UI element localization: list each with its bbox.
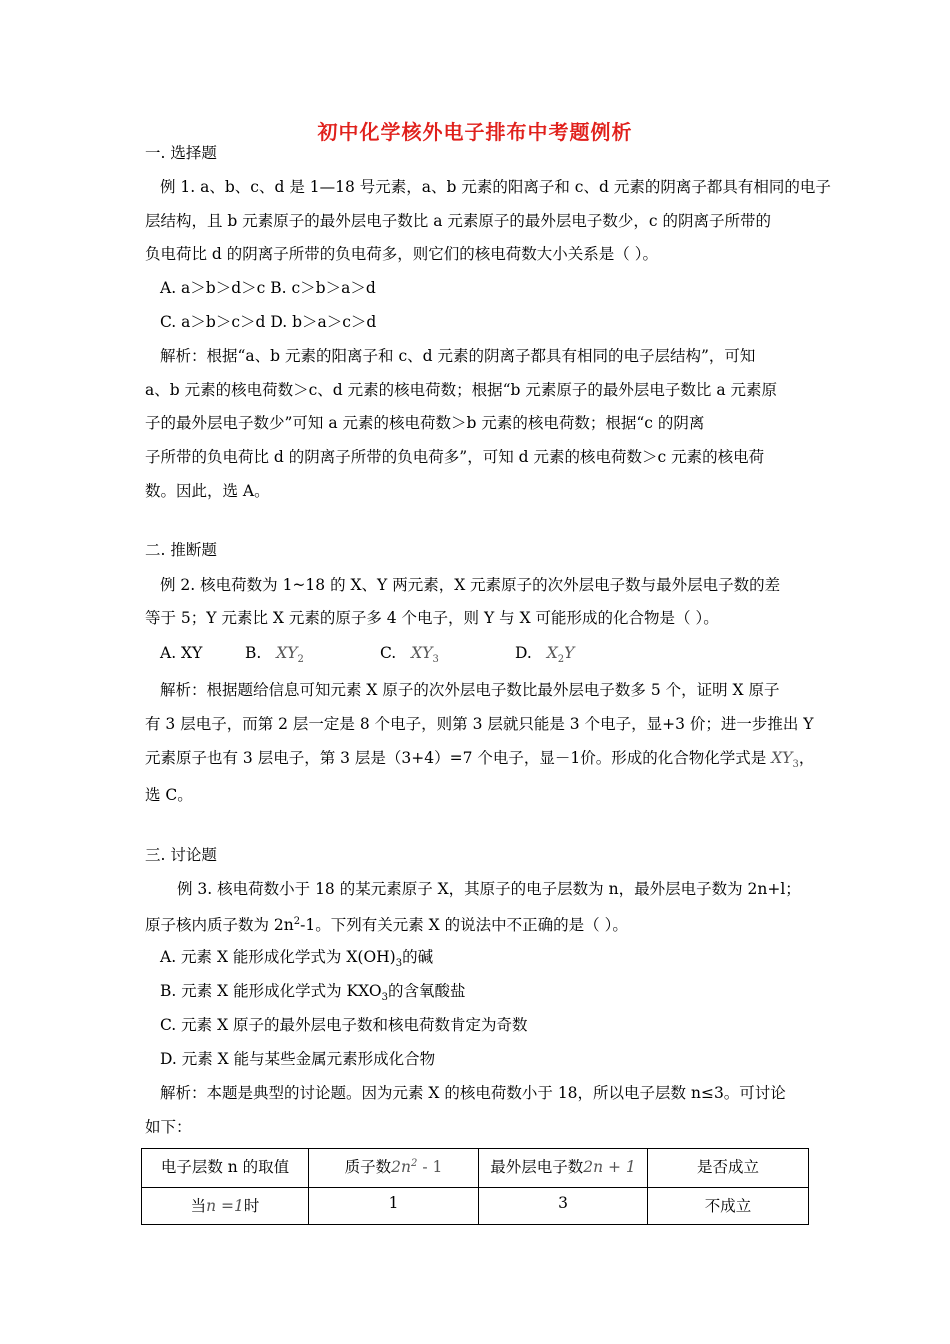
- header-protons-formula-base: 2n: [391, 1158, 412, 1176]
- page-title: 初中化学核外电子排布中考题例析: [317, 120, 633, 144]
- formula-x2y-x: X: [546, 644, 558, 662]
- answer-2-line-3-text: 元素原子也有 3 层电子，第 3 层是（3+4）=7 个电子，显－1价。形成的化合物化学式是: [145, 749, 767, 767]
- header-protons-formula: [391, 1158, 442, 1176]
- answer-1-line-2: a、b 元素的核电荷数＞c、d 元素的核电荷数；根据“b 元素原子的最外层电子数比 a 元素原: [145, 381, 777, 399]
- question-2-option-b: [245, 644, 304, 665]
- table-header-valid: 是否成立: [648, 1149, 809, 1188]
- question-1-options-cd: C. a＞b＞c＞d D. b＞a＞c＞d: [160, 313, 377, 331]
- option-b-sub: 3: [381, 992, 388, 1004]
- header-protons-label: 质子数: [344, 1158, 392, 1176]
- formula-xy3-base: XY: [411, 644, 433, 662]
- table-row: [142, 1188, 809, 1225]
- question-2-option-a: A. XY: [160, 644, 203, 662]
- answer-1-line-4: 子所带的负电荷比 d 的阴离子所带的负电荷多”，可知 d 元素的核电荷数＞c 元素的核电荷: [145, 448, 765, 466]
- formula-xy2-base: XY: [276, 644, 298, 662]
- formula-xy3-answer: [771, 749, 799, 771]
- answer-1-line-1: 解析：根据“a、b 元素的阳离子和 c、d 元素的阴离子都具有相同的电子层结构”，可知: [160, 347, 756, 365]
- question-3-line-2-post: -1。下列有关元素 X 的说法中不正确的是（ ）。: [300, 916, 628, 935]
- table-header-protons: [309, 1149, 479, 1188]
- question-3-option-a: [160, 947, 810, 974]
- question-3-line-1: 例 3. 核电荷数小于 18 的某元素原子 X，其原子的电子层数为 n，最外层电子数为 2n+l；: [177, 880, 801, 898]
- formula-x2y: [546, 644, 575, 666]
- header-protons-formula-sup: 2: [411, 1157, 418, 1169]
- question-3-sup: 2: [293, 916, 301, 927]
- option-a-sub: 3: [395, 958, 403, 970]
- cell-n-formula: n =1: [206, 1197, 244, 1215]
- section-heading-3: 三. 讨论题: [145, 846, 217, 864]
- question-1-line-3: 负电荷比 d 的阴离子所带的负电荷多，则它们的核电荷数大小关系是（ ）。: [145, 245, 658, 263]
- option-c-label: C.: [380, 644, 397, 662]
- answer-2-line-4: 选 C。: [145, 786, 193, 804]
- table-header-row: [142, 1149, 809, 1188]
- question-3-line-2-pre: 原子核内质子数为 2n: [145, 916, 294, 935]
- answer-3-line-2: 如下：: [145, 1118, 192, 1136]
- answer-2-line-2: 有 3 层电子，而第 2 层一定是 8 个电子，则第 3 层就只能是 3 个电子，显+3 价；进一步推出 Y: [145, 715, 814, 733]
- formula-xy2-sub: 2: [297, 654, 304, 666]
- formula-x2y-y: Y: [564, 644, 575, 662]
- formula-xy3-sub: 3: [432, 654, 439, 666]
- section-heading-2: 二. 推断题: [145, 541, 217, 559]
- option-b-label: B.: [245, 644, 262, 662]
- header-outer-label: 最外层电子数: [490, 1158, 584, 1176]
- formula-xy3-answer-sub: 3: [792, 759, 799, 771]
- option-d-label: D.: [515, 644, 532, 662]
- question-2-option-c: [380, 644, 439, 665]
- answer-1-line-3: 子的最外层电子数少”可知 a 元素的核电荷数＞b 元素的核电荷数；根据“c 的阴离: [145, 414, 705, 432]
- option-a-end: 的碱: [402, 948, 434, 966]
- table-header-n: 电子层数 n 的取值: [142, 1149, 309, 1188]
- answer-1-line-5: 数。因此，选 A。: [145, 482, 270, 500]
- table-cell-protons: 1: [309, 1188, 479, 1225]
- table-cell-outer: 3: [479, 1188, 648, 1225]
- question-1-line-1: 例 1. a、b、c、d 是 1—18 号元素，a、b 元素的阳离子和 c、d 元素的阴离子都具有相同的电子: [160, 178, 831, 196]
- answer-2-line-1: 解析：根据题给信息可知元素 X 原子的次外层电子数比最外层电子数多 5 个，证明 X 原子: [160, 681, 780, 699]
- cell-n-post: 时: [243, 1197, 260, 1215]
- question-3-option-c: C. 元素 X 原子的最外层电子数和核电荷数肯定为奇数: [160, 1016, 528, 1034]
- formula-xy3-answer-base: XY: [771, 749, 793, 767]
- question-3-option-d: D. 元素 X 能与某些金属元素形成化合物: [160, 1050, 436, 1068]
- question-2-line-2: 等于 5；Y 元素比 X 元素的原子多 4 个电子，则 Y 与 X 可能形成的化合物是（ ）。: [145, 609, 719, 627]
- table-cell-n: [142, 1188, 309, 1225]
- question-3-line-2: [145, 912, 810, 935]
- question-2-line-1: 例 2. 核电荷数为 1~18 的 X、Y 两元素，X 元素原子的次外层电子数与最外层电子数的差: [160, 576, 781, 594]
- formula-x2y-sub: 2: [557, 654, 565, 666]
- answer-3-line-1: 解析：本题是典型的讨论题。因为元素 X 的核电荷数小于 18，所以电子层数 n≤3。可讨论: [160, 1084, 786, 1102]
- table-cell-valid: 不成立: [648, 1188, 809, 1225]
- formula-xy3: [411, 644, 439, 666]
- answer-2-line-3: [145, 748, 815, 775]
- question-1-options-ab: A. a＞b＞d＞c B. c＞b＞a＞d: [160, 279, 376, 297]
- section-heading-1: 一. 选择题: [145, 144, 217, 162]
- option-b-text: B. 元素 X 能形成化学式为 KXO: [160, 982, 382, 1000]
- header-outer-formula: 2n + 1: [583, 1158, 636, 1176]
- discussion-table: [141, 1148, 809, 1225]
- cell-n-pre: 当: [190, 1197, 207, 1215]
- question-2-option-d: [515, 644, 574, 665]
- question-1-line-2: 层结构，且 b 元素原子的最外层电子数比 a 元素原子的最外层电子数少，c 的阴离子所带的: [145, 212, 771, 230]
- header-protons-formula-tail: - 1: [417, 1158, 443, 1176]
- option-b-end: 的含氧酸盐: [388, 982, 466, 1000]
- option-a-text: A. 元素 X 能形成化学式为 X(OH): [160, 948, 396, 966]
- formula-xy2: [276, 644, 304, 666]
- table-header-outer-electrons: [479, 1149, 648, 1188]
- answer-2-line-3-end: ，: [798, 749, 815, 767]
- question-3-option-b: [160, 981, 810, 1008]
